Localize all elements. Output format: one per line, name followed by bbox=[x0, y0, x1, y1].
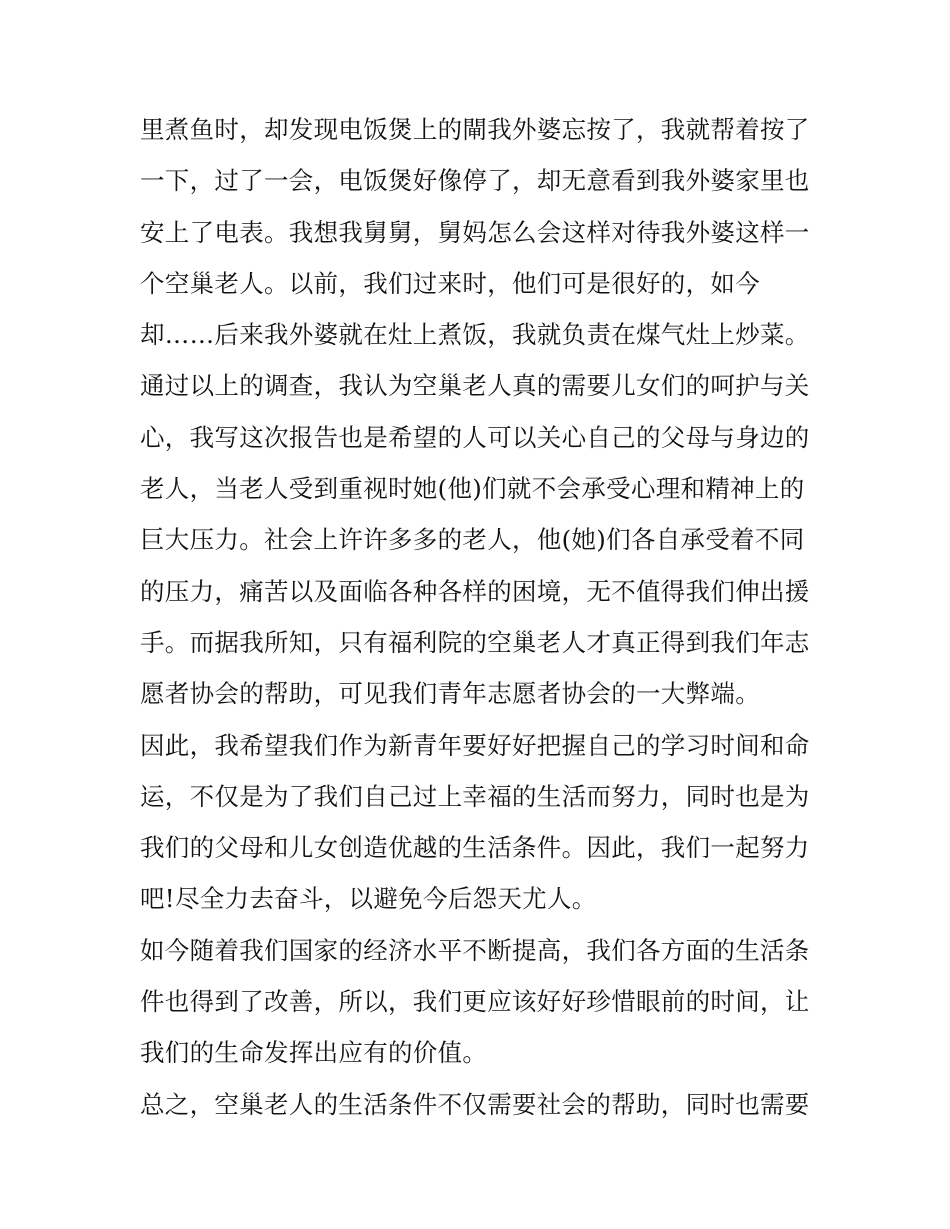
text-line: 我们的父母和儿女创造优越的生活条件。因此，我们一起努力 bbox=[140, 833, 810, 863]
text-line: 却……后来我外婆就在灶上煮饭，我就负责在煤气灶上炒菜。 bbox=[140, 320, 810, 350]
text-line: 巨大压力。社会上许许多多的老人，他(她)们各自承受着不同 bbox=[140, 525, 805, 555]
text-line: 因此，我希望我们作为新青年要好好把握自己的学习时间和命 bbox=[140, 730, 810, 760]
text-line: 如今随着我们国家的经济水平不断提高，我们各方面的生活条 bbox=[140, 935, 810, 965]
text-line: 个空巢老人。以前，我们过来时，他们可是很好的，如今 bbox=[140, 268, 760, 298]
text-line: 运，不仅是为了我们自己过上幸福的生活而努力，同时也是为 bbox=[140, 781, 810, 811]
text-line: 我们的生命发挥出应有的价值。 bbox=[140, 1038, 488, 1068]
text-line: 里煮鱼时，却发现电饭煲上的閘我外婆忘按了，我就帮着按了 bbox=[140, 115, 810, 144]
text-line: 一下，过了一会，电饭煲好像停了，却无意看到我外婆家里也 bbox=[140, 166, 810, 196]
text-line: 总之，空巢老人的生活条件不仅需要社会的帮助，同时也需要 bbox=[140, 1089, 810, 1119]
text-line: 老人，当老人受到重视时她(他)们就不会承受心理和精神上的 bbox=[140, 474, 805, 504]
body-text bbox=[140, 104, 820, 1130]
text-line: 吧!尽全力去奋斗，以避免今后怨天尤人。 bbox=[140, 884, 597, 914]
text-line: 安上了电表。我想我舅舅，舅妈怎么会这样对待我外婆这样一 bbox=[140, 217, 810, 247]
text-line: 件也得到了改善，所以，我们更应该好好珍惜眼前的时间，让 bbox=[140, 987, 810, 1017]
text-line: 通过以上的调查，我认为空巢老人真的需要儿女们的呵护与关 bbox=[140, 371, 810, 401]
text-line: 的压力，痛苦以及面临各种各样的困境，无不值得我们伸出援 bbox=[140, 576, 810, 606]
text-line: 愿者协会的帮助，可见我们青年志愿者协会的一大弊端。 bbox=[140, 679, 760, 709]
text-line: 手。而据我所知，只有福利院的空巢老人才真正得到我们年志 bbox=[140, 627, 810, 657]
text-line: 心，我写这次报告也是希望的人可以关心自己的父母与身边的 bbox=[140, 422, 810, 452]
